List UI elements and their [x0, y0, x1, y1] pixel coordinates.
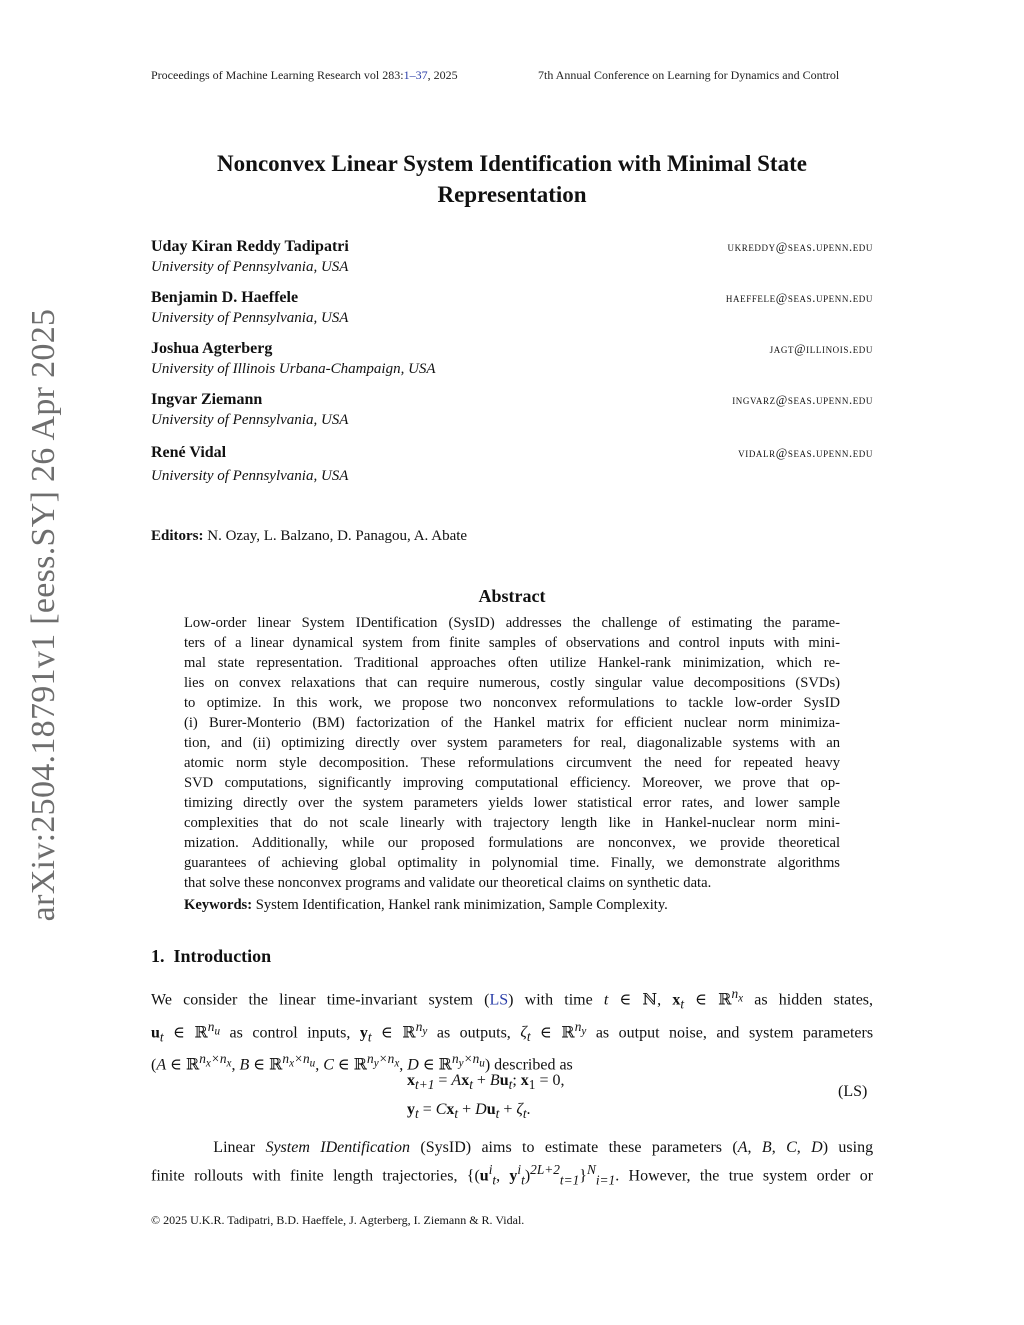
page-range-link[interactable]: 1–37 — [403, 68, 428, 82]
paragraph-line: (A ∈ ℝ$^{n_x\times n_x}$, B ∈ ℝ$^{n_x\times n_u}$, C ∈ ℝ$^{n_y\times n_x}$, D ∈ ℝ$^{n_y\times n_u}$) described as — [151, 1051, 573, 1074]
running-header-right: 7th Annual Conference on Learning for Dynamics and Control — [538, 68, 840, 82]
paper-title — [150, 148, 874, 210]
keywords-text: System Identification, Hankel rank minimization, Sample Complexity. — [255, 897, 668, 913]
abstract-line: Low-order linear System IDentification (SysID) addresses the challenge of estimating the parame- — [184, 615, 840, 631]
author-email[interactable]: vidalr@seas.upenn.edu — [738, 446, 873, 460]
abstract-line: to optimize. In this work, we propose two nonconvex reformulations to tackle low-order SysID — [184, 695, 840, 711]
author-email[interactable]: jagt@illinois.edu — [769, 342, 873, 356]
abstract-line: ters of a linear dynamical system from finite samples of observations and control inputs with mini- — [184, 635, 840, 651]
equation-line: $y_t = Cx_t + Du_t + \zeta_t$. — [407, 1101, 531, 1122]
paragraph-line: Linear System IDentification (SysID) aims to estimate these parameters (A, B, C, D) using — [213, 1139, 874, 1156]
keywords-label: Keywords: — [184, 897, 253, 913]
title-line: Nonconvex Linear System Identification with Minimal State — [217, 151, 807, 176]
running-header-left: Proceedings of Machine Learning Research vol 283:1–37, 2025 — [151, 68, 458, 82]
abstract-line: that solve these nonconvex programs and validate our theoretical claims on synthetic data. — [184, 875, 712, 891]
author-affiliation: University of Pennsylvania, USA — [151, 259, 349, 275]
abstract-line: timizing directly over the system parameters yields lower statistical error rates, and lower sample — [184, 795, 840, 811]
author-name: Uday Kiran Reddy Tadipatri — [151, 238, 349, 255]
abstract-line: (i) Burer-Monterio (BM) factorization of the Hankel matrix for efficient nuclear norm minimiza- — [184, 715, 840, 731]
paragraph-line: $u_t$ ∈ ℝ$^{n_u}$ as control inputs, $y_t$ ∈ ℝ$^{n_y}$ as outputs, $\zeta_t$ ∈ ℝ$^{n_y}$ as output noise, and system parameters — [151, 1018, 874, 1045]
ls-equation — [407, 1068, 564, 1126]
copyright-footer: © 2025 U.K.R. Tadipatri, B.D. Haeffele, J. Agterberg, I. Ziemann & R. Vidal. — [151, 1213, 525, 1227]
arxiv-id: arXiv:2504.18791v1 [eess.SY] 26 Apr 2025 — [25, 308, 62, 922]
abstract-body — [184, 613, 840, 893]
ls-equation-link[interactable]: LS — [489, 991, 509, 1009]
abstract-line: guarantees of achieving global optimality in polynomial time. Finally, we demonstrate algorithms — [184, 855, 840, 871]
author-block — [151, 340, 873, 378]
abstract-line: lies on convex relaxations that can require numerous, costly singular value decompositions (SVDs) — [184, 675, 840, 691]
author-name: Benjamin D. Haeffele — [151, 289, 299, 306]
equation-label: (LS) — [838, 1083, 868, 1100]
abstract-heading: Abstract — [478, 586, 546, 606]
equation-line: $x_{t+1} = Ax_t + Bu_t$; $x_1 = 0$, — [407, 1072, 565, 1093]
author-affiliation: University of Pennsylvania, USA — [151, 310, 349, 326]
abstract-line: complexities that do not scale linearly with trajectory length like in Hankel-nuclear norm mini- — [184, 815, 840, 831]
author-block — [151, 444, 873, 485]
author-block — [151, 238, 873, 276]
author-affiliation: University of Illinois Urbana-Champaign, USA — [151, 361, 436, 377]
abstract-line: mization. Additionally, while our proposed formulations are nonconvex, we provide theoretical — [184, 835, 840, 851]
abstract-line: tion, and (ii) optimizing directly over system parameters for real, diagonalizable systems with an — [184, 735, 840, 751]
author-email[interactable]: ukreddy@seas.upenn.edu — [727, 240, 873, 254]
author-name: Ingvar Ziemann — [151, 391, 263, 408]
editors-label: Editors: — [151, 528, 204, 544]
author-affiliation: University of Pennsylvania, USA — [151, 412, 349, 428]
author-email[interactable]: haeffele@seas.upenn.edu — [725, 291, 873, 305]
intro-paragraph-1 — [151, 983, 873, 1076]
section-heading: 1. Introduction — [151, 946, 272, 966]
editors-line — [151, 528, 467, 545]
author-block — [151, 289, 873, 327]
intro-paragraph-2 — [151, 1137, 873, 1192]
abstract-line: atomic norm style decomposition. These reformulations circumvent the need for repeated heavy — [184, 755, 840, 771]
abstract-line: mal state representation. Traditional approaches often utilize Hankel-rank minimization, which re- — [184, 655, 840, 671]
author-name: René Vidal — [151, 444, 227, 461]
paragraph-line: We consider the linear time-invariant system (LS) with time t ∈ ℕ, $x_t$ ∈ ℝ$^{n_x}$ as hidden states, — [151, 986, 874, 1012]
editors-names: N. Ozay, L. Balzano, D. Panagou, A. Abate — [207, 528, 468, 544]
title-line: Representation — [437, 182, 587, 207]
paragraph-line: finite rollouts with finite length trajectories, {($u^i_t$, $y^i_t)^{2L+2}_{t=1}\}^N_{i=1}$. However, the true system order or — [151, 1162, 874, 1188]
author-affiliation: University of Pennsylvania, USA — [151, 468, 349, 484]
author-block — [151, 391, 873, 429]
abstract-line: SVD computations, significantly improving computational efficiency. Moreover, we prove that op- — [184, 775, 840, 791]
author-name: Joshua Agterberg — [151, 340, 273, 357]
author-email[interactable]: ingvarz@seas.upenn.edu — [732, 393, 873, 407]
keywords-line — [184, 897, 668, 914]
